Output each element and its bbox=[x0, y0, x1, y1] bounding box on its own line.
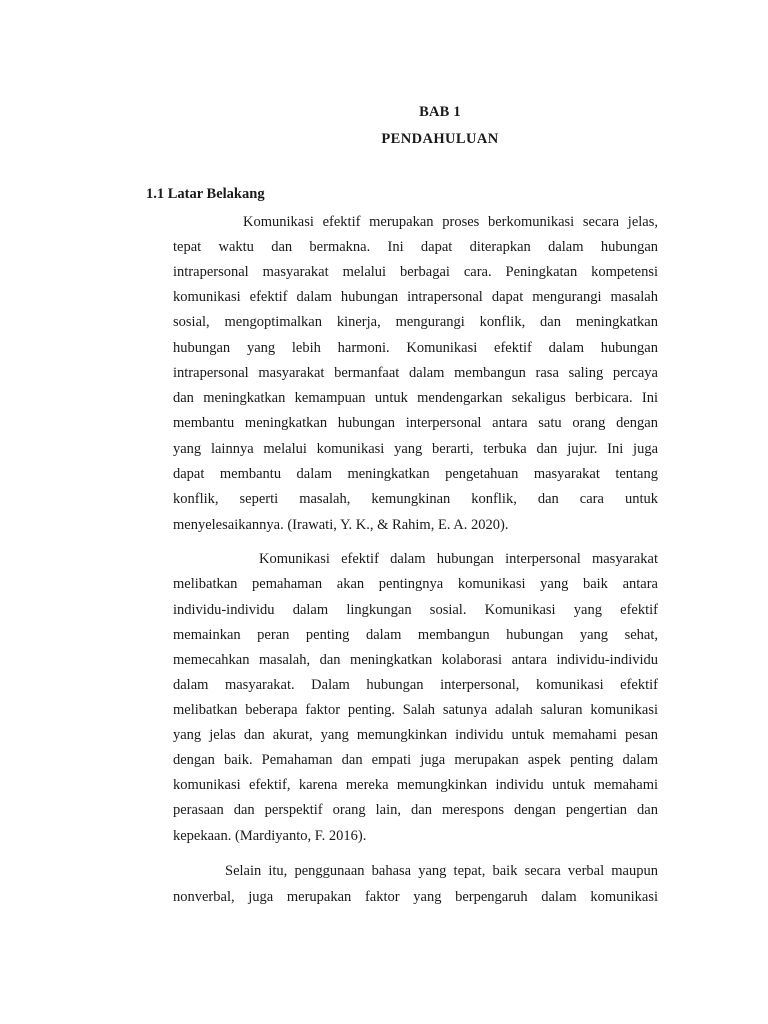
paragraph-line: memecahkan masalah, dan meningkatkan kolaborasi antara individu-individu bbox=[173, 652, 658, 668]
chapter-title: PENDAHULUAN bbox=[381, 131, 499, 147]
paragraph-line: komunikasi efektif dalam hubungan intrapersonal dapat mengurangi masalah bbox=[173, 289, 658, 305]
paragraph-line: memainkan peran penting dalam membangun hubungan yang sehat, bbox=[173, 627, 658, 643]
paragraph-line: Selain itu, penggunaan bahasa yang tepat, baik secara verbal maupun bbox=[225, 863, 658, 879]
paragraph-line: kepekaan. (Mardiyanto, F. 2016). bbox=[173, 828, 367, 844]
paragraph-line: melibatkan beberapa faktor penting. Salah satunya adalah saluran komunikasi bbox=[173, 702, 658, 718]
paragraph-line: perasaan dan perspektif orang lain, dan merespons dengan pengertian dan bbox=[173, 802, 658, 818]
paragraph-line: intrapersonal masyarakat melalui berbagai cara. Peningkatan kompetensi bbox=[173, 264, 658, 280]
section-heading: 1.1 Latar Belakang bbox=[146, 186, 265, 202]
chapter-number: BAB 1 bbox=[419, 104, 461, 120]
paragraph-line: melibatkan pemahaman akan pentingnya komunikasi yang baik antara bbox=[173, 576, 658, 592]
paragraph-line: nonverbal, juga merupakan faktor yang berpengaruh dalam komunikasi bbox=[173, 889, 658, 905]
paragraph-line: dalam masyarakat. Dalam hubungan interpersonal, komunikasi efektif bbox=[173, 677, 658, 693]
paragraph-line: hubungan yang lebih harmoni. Komunikasi efektif dalam hubungan bbox=[173, 340, 658, 356]
paragraph-line: dan meningkatkan kemampuan untuk mendengarkan sekaligus berbicara. Ini bbox=[173, 390, 658, 406]
paragraph-line: intrapersonal masyarakat bermanfaat dalam membangun rasa saling percaya bbox=[173, 365, 658, 381]
paragraph-line: yang lainnya melalui komunikasi yang berarti, terbuka dan jujur. Ini juga bbox=[173, 441, 658, 457]
paragraph-line: Komunikasi efektif dalam hubungan interpersonal masyarakat bbox=[259, 551, 658, 567]
paragraph-line: komunikasi efektif, karena mereka memungkinkan individu untuk memahami bbox=[173, 777, 658, 793]
paragraph-line: menyelesaikannya. (Irawati, Y. K., & Rahim, E. A. 2020). bbox=[173, 517, 509, 533]
paragraph-line: Komunikasi efektif merupakan proses berkomunikasi secara jelas, bbox=[243, 214, 658, 230]
paragraph-line: membantu meningkatkan hubungan interpersonal antara satu orang dengan bbox=[173, 415, 658, 431]
paragraph-line: individu-individu dalam lingkungan sosial. Komunikasi yang efektif bbox=[173, 602, 658, 618]
paragraph-line: tepat waktu dan bermakna. Ini dapat diterapkan dalam hubungan bbox=[173, 239, 658, 255]
paragraph-line: konflik, seperti masalah, kemungkinan konflik, dan cara untuk bbox=[173, 491, 658, 507]
paragraph-line: dengan baik. Pemahaman dan empati juga merupakan aspek penting dalam bbox=[173, 752, 658, 768]
paragraph-line: sosial, mengoptimalkan kinerja, mengurangi konflik, dan meningkatkan bbox=[173, 314, 658, 330]
paragraph-line: yang jelas dan akurat, yang memungkinkan individu untuk memahami pesan bbox=[173, 727, 658, 743]
paragraph-line: dapat membantu dalam meningkatkan pengetahuan masyarakat tentang bbox=[173, 466, 658, 482]
